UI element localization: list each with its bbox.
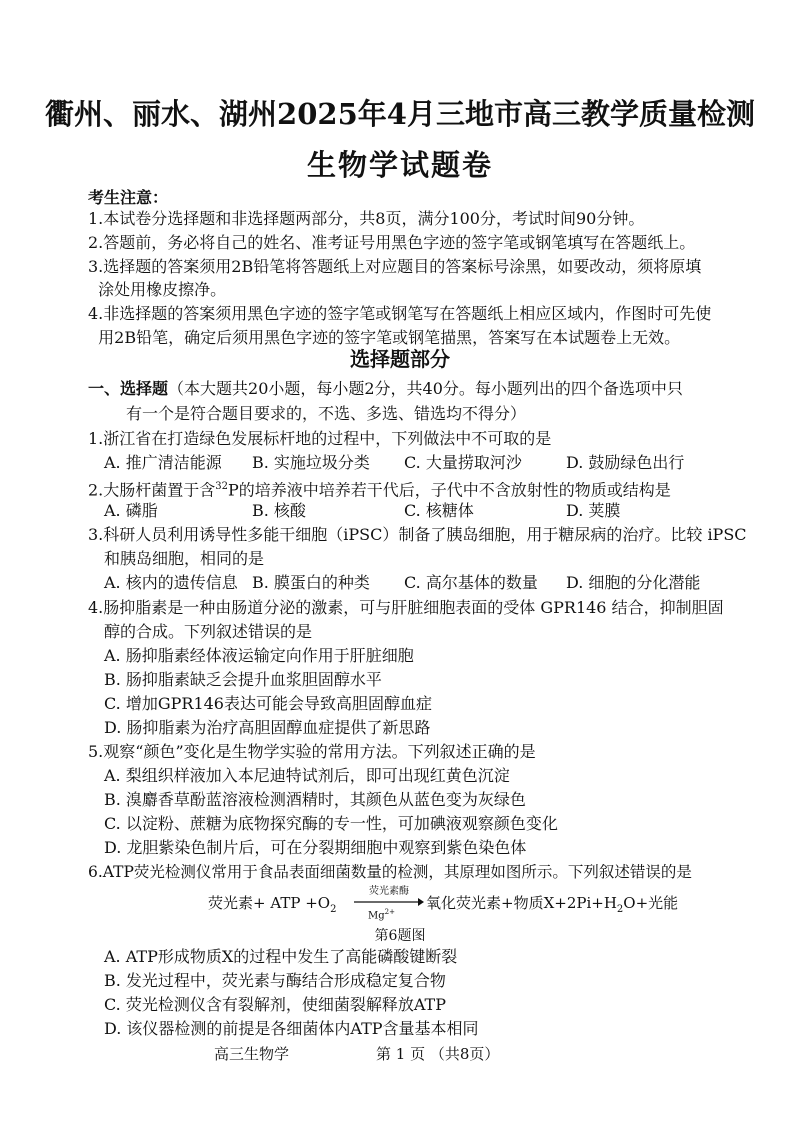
q2-stem-post: P的培养液中培养若干代后，子代中不含放射性的物质或结构是 [228, 480, 671, 500]
part-desc-2: 有一个是符合题目要求的，不选、多选、错选均不得分） [126, 404, 527, 423]
q3-option-a: A. 核内的遗传信息 [104, 573, 238, 592]
q5-option-c: C. 以淀粉、蔗糖为底物探究酶的专一性，可加碘液观察颜色变化 [104, 814, 558, 833]
q4-option-c: C. 增加GPR146表达可能会导致高胆固醇血症 [104, 694, 432, 713]
q3-option-c: C. 高尔基体的数量 [404, 573, 538, 592]
q6-option-d: D. 该仪器检测的前提是各细菌体内ATP含量基本相同 [104, 1019, 479, 1038]
notice-heading: 考生注意： [88, 188, 169, 207]
q6-option-b: B. 发光过程中，荧光素与酶结合形成稳定复合物 [104, 971, 446, 990]
q3-stem-2: 和胰岛细胞，相同的是 [104, 549, 265, 568]
q4-option-a: A. 肠抑脂素经体液运输定向作用于肝脏细胞 [104, 646, 414, 665]
q6-stem: 6.ATP荧光检测仪常用于食品表面细菌数量的检测，其原理如图所示。下列叙述错误的是 [88, 863, 692, 881]
q2-option-c: C. 核糖体 [404, 501, 474, 520]
q1-option-a: A. 推广清洁能源 [104, 453, 222, 472]
q3-option-b: B. 膜蛋白的种类 [252, 573, 370, 592]
reaction-arrow [354, 896, 424, 908]
q4-stem-2: 醇的合成。下列叙述错误的是 [104, 622, 313, 641]
cofactor-label [368, 908, 395, 921]
q3-option-d: D. 细胞的分化潜能 [566, 573, 701, 592]
part-desc-1: （本大题共20小题，每小题2分，共40分。每小题列出的四个备选项中只 [168, 379, 683, 398]
reaction-reactants [208, 892, 336, 915]
q5-option-b: B. 溴麝香草酚蓝溶液检测酒精时，其颜色从蓝色变为灰绿色 [104, 790, 526, 809]
q2-options [104, 500, 744, 522]
q2-option-d: D. 荚膜 [566, 501, 621, 520]
q6-reaction-equation [208, 884, 728, 924]
h2o-subscript: 2 [616, 904, 624, 915]
products-end-text: O+光能 [623, 894, 679, 912]
notice-line-1: 1.本试卷分选择题和非选择题两部分，共8页，满分100分，考试时间90分钟。 [88, 209, 645, 228]
q1-option-b: B. 实施垃圾分类 [252, 453, 370, 472]
q1-stem: 1.浙江省在打造绿色发展标杆地的过程中，下列做法中不可取的是 [88, 429, 552, 448]
q5-stem: 5.观察“颜色”变化是生物学实验的常用方法。下列叙述正确的是 [88, 742, 536, 761]
section-title: 选择题部分 [350, 347, 450, 371]
q3-stem-1: 3.科研人员利用诱导性多能干细胞（iPSC）制备了胰岛细胞，用于糖尿病的治疗。比较 iPSC [88, 525, 747, 544]
reactants-text: 荧光素+ ATP +O [208, 894, 331, 912]
cofactor-text: Mg [368, 910, 385, 922]
notice-line-4: 4.非选择题的答案须用黑色字迹的签字笔或钢笔写在答题纸上相应区域内，作图时可先使 [88, 304, 712, 323]
q2-option-a: A. 磷脂 [104, 501, 158, 520]
q2-option-b: B. 核酸 [252, 501, 306, 520]
q1-options [104, 452, 744, 474]
q4-stem-1: 4.肠抑脂素是一种由肠道分泌的激素，可与肝脏细胞表面的受体 GPR146 结合，抑制胆固 [88, 598, 724, 617]
part-header [88, 378, 683, 400]
q2-stem [88, 476, 671, 501]
notice-line-3: 3.选择题的答案须用2B铅笔将答题纸上对应题目的答案标号涂黑，如要改动，须将原填 [88, 257, 702, 276]
q5-option-d: D. 龙胆紫染色制片后，可在分裂期细胞中观察到紫色染色体 [104, 838, 527, 857]
o2-subscript: 2 [330, 904, 337, 915]
notice-line-3b: 涂处用橡皮擦净。 [88, 280, 227, 299]
part-label: 一、选择题 [88, 379, 169, 398]
cofactor-charge: 2+ [384, 908, 395, 916]
exam-subtitle: 生物学试题卷 [306, 148, 493, 182]
enzyme-label: 荧光素酶 [369, 886, 409, 897]
q5-option-a: A. 梨组织样液加入本尼迪特试剂后，即可出现红黄色沉淀 [104, 766, 510, 785]
q4-option-b: B. 肠抑脂素缺乏会提升血浆胆固醇水平 [104, 670, 382, 689]
exam-title: 衢州、丽水、湖州2025年4月三地市高三教学质量检测 [45, 97, 755, 131]
q2-stem-pre: 2.大肠杆菌置于含 [88, 480, 216, 500]
q6-option-a: A. ATP形成物质X的过程中发生了高能磷酸键断裂 [104, 947, 458, 966]
q4-option-d: D. 肠抑脂素为治疗高胆固醇血症提供了新思路 [104, 718, 431, 737]
q2-isotope-sup: 32 [215, 481, 229, 492]
products-text: 氧化荧光素+物质X+2Pi+H [426, 894, 617, 912]
figure-caption: 第6题图 [374, 928, 426, 944]
q3-options [104, 572, 744, 594]
reaction-products [426, 892, 678, 915]
q1-option-c: C. 大量捞取河沙 [404, 453, 522, 472]
q6-option-c: C. 荧光检测仪含有裂解剂，使细菌裂解释放ATP [104, 995, 446, 1014]
notice-line-4b: 用2B铅笔，确定后须用黑色字迹的签字笔或钢笔描黑，答案写在本试题卷上无效。 [88, 328, 681, 347]
footer-page-number: 第 1 页 （共8页） [376, 1045, 500, 1063]
notice-line-2: 2.答题前，务必将自己的姓名、准考证号用黑色字迹的签字笔或钢笔填写在答题纸上。 [88, 233, 696, 252]
q1-option-d: D. 鼓励绿色出行 [566, 453, 685, 472]
footer-subject: 高三生物学 [214, 1045, 290, 1063]
